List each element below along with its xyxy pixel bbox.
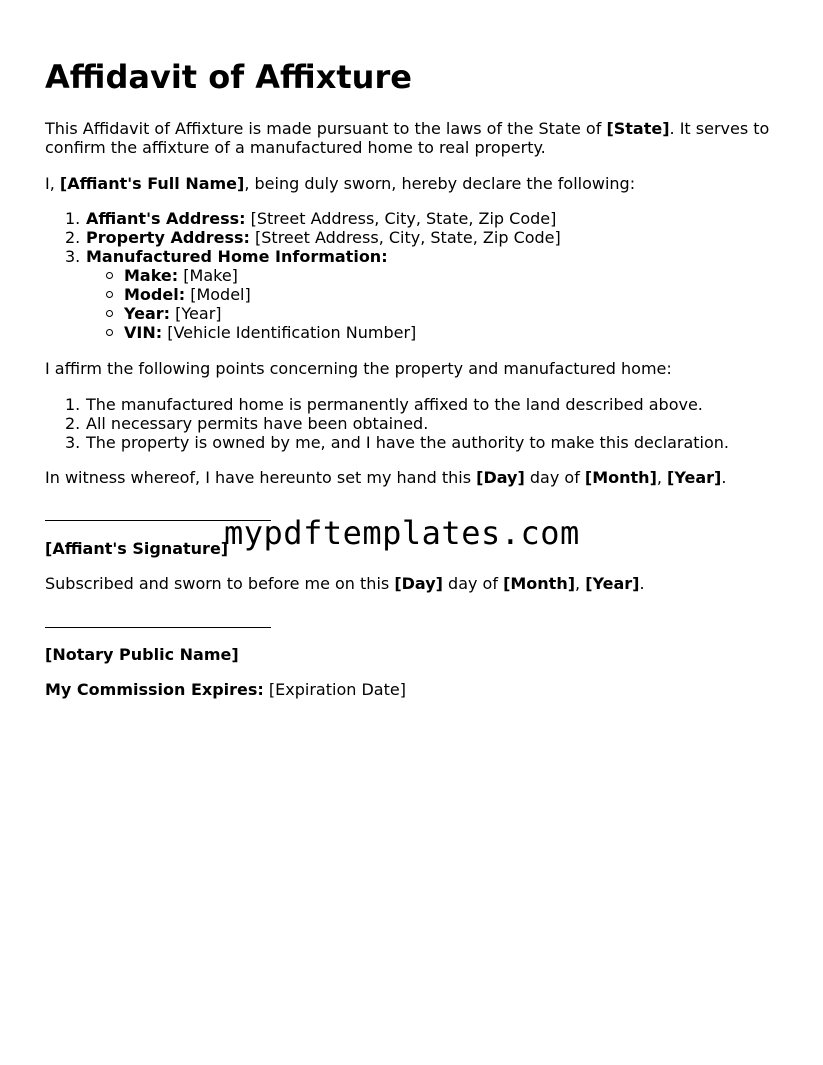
- affiant-name-placeholder: [Affiant's Full Name]: [59, 174, 245, 193]
- detail-item: [65, 209, 556, 228]
- year-label: Year:: [124, 304, 171, 323]
- home-info-item: [105, 323, 416, 342]
- subscribed-text: day of: [442, 574, 504, 593]
- affirm-point-text: The property is owned by me, and I have the authority to make this declaration.: [86, 433, 729, 452]
- affirm-point: [65, 433, 729, 452]
- notary-signature-line[interactable]: [45, 627, 271, 628]
- witness-text: day of: [524, 468, 585, 487]
- vin-value: [Vehicle Identification Number]: [162, 323, 417, 342]
- state-placeholder: [State]: [606, 119, 670, 138]
- month-placeholder: [Month]: [584, 468, 657, 487]
- affirm-point-text: The manufactured home is permanently affixed to the land described above.: [86, 395, 703, 414]
- vin-label: VIN:: [124, 323, 163, 342]
- intro-line-2: confirm the affixture of a manufactured home to real property.: [45, 138, 546, 157]
- affirm-point-text: All necessary permits have been obtained.: [86, 414, 429, 433]
- home-info-item: [105, 285, 251, 304]
- notary-name-label: [Notary Public Name]: [45, 645, 239, 664]
- day-placeholder: [Day]: [394, 574, 443, 593]
- affiant-address-value: [Street Address, City, State, Zip Code]: [245, 209, 557, 228]
- intro-line-1: [45, 119, 769, 138]
- commission-value: [Expiration Date]: [263, 680, 406, 699]
- property-address-label: Property Address:: [86, 228, 250, 247]
- year-value: [Year]: [170, 304, 222, 323]
- property-address-value: [Street Address, City, State, Zip Code]: [249, 228, 561, 247]
- commission-label: My Commission Expires:: [45, 680, 264, 699]
- witness-line: [45, 468, 726, 487]
- witness-text: ,: [656, 468, 668, 487]
- detail-item: [65, 247, 388, 266]
- witness-text: .: [721, 468, 727, 487]
- subscribed-text: .: [639, 574, 645, 593]
- make-value: [Make]: [178, 266, 238, 285]
- detail-item: [65, 228, 561, 247]
- list-number: 2.: [65, 228, 81, 247]
- make-label: Make:: [124, 266, 179, 285]
- list-number: 3.: [65, 247, 81, 266]
- home-info-item: [105, 304, 222, 323]
- affiant-address-label: Affiant's Address:: [86, 209, 246, 228]
- year-placeholder: [Year]: [667, 468, 722, 487]
- declaration-pre: I,: [45, 174, 60, 193]
- intro-text-end: . It serves to: [669, 119, 770, 138]
- circle-bullet-icon: [106, 291, 113, 298]
- subscribed-text: Subscribed and sworn to before me on this: [45, 574, 395, 593]
- witness-text: In witness whereof, I have hereunto set my hand this: [45, 468, 477, 487]
- circle-bullet-icon: [106, 310, 113, 317]
- day-placeholder: [Day]: [476, 468, 525, 487]
- list-number: 2.: [65, 414, 81, 433]
- circle-bullet-icon: [106, 329, 113, 336]
- month-placeholder: [Month]: [503, 574, 576, 593]
- document-title: Affidavit of Affixture: [45, 58, 412, 96]
- list-number: 3.: [65, 433, 81, 452]
- circle-bullet-icon: [106, 272, 113, 279]
- list-number: 1.: [65, 209, 81, 228]
- intro-text: This Affidavit of Affixture is made pursuant to the laws of the State of: [45, 119, 607, 138]
- commission-line: [45, 680, 406, 699]
- list-number: 1.: [65, 395, 81, 414]
- affirm-point: [65, 414, 428, 433]
- affirm-intro: I affirm the following points concerning the property and manufactured home:: [45, 359, 672, 378]
- model-label: Model:: [124, 285, 186, 304]
- home-info-item: [105, 266, 238, 285]
- watermark: mypdftemplates.com: [224, 514, 580, 552]
- declaration-line: [45, 174, 635, 193]
- year-placeholder: [Year]: [585, 574, 640, 593]
- affiant-signature-label: [Affiant's Signature]: [45, 539, 229, 558]
- model-value: [Model]: [185, 285, 251, 304]
- affirm-point: [65, 395, 703, 414]
- home-info-label: Manufactured Home Information:: [86, 247, 388, 266]
- declaration-post: , being duly sworn, hereby declare the following:: [244, 174, 636, 193]
- subscribed-line: [45, 574, 645, 593]
- subscribed-text: ,: [575, 574, 586, 593]
